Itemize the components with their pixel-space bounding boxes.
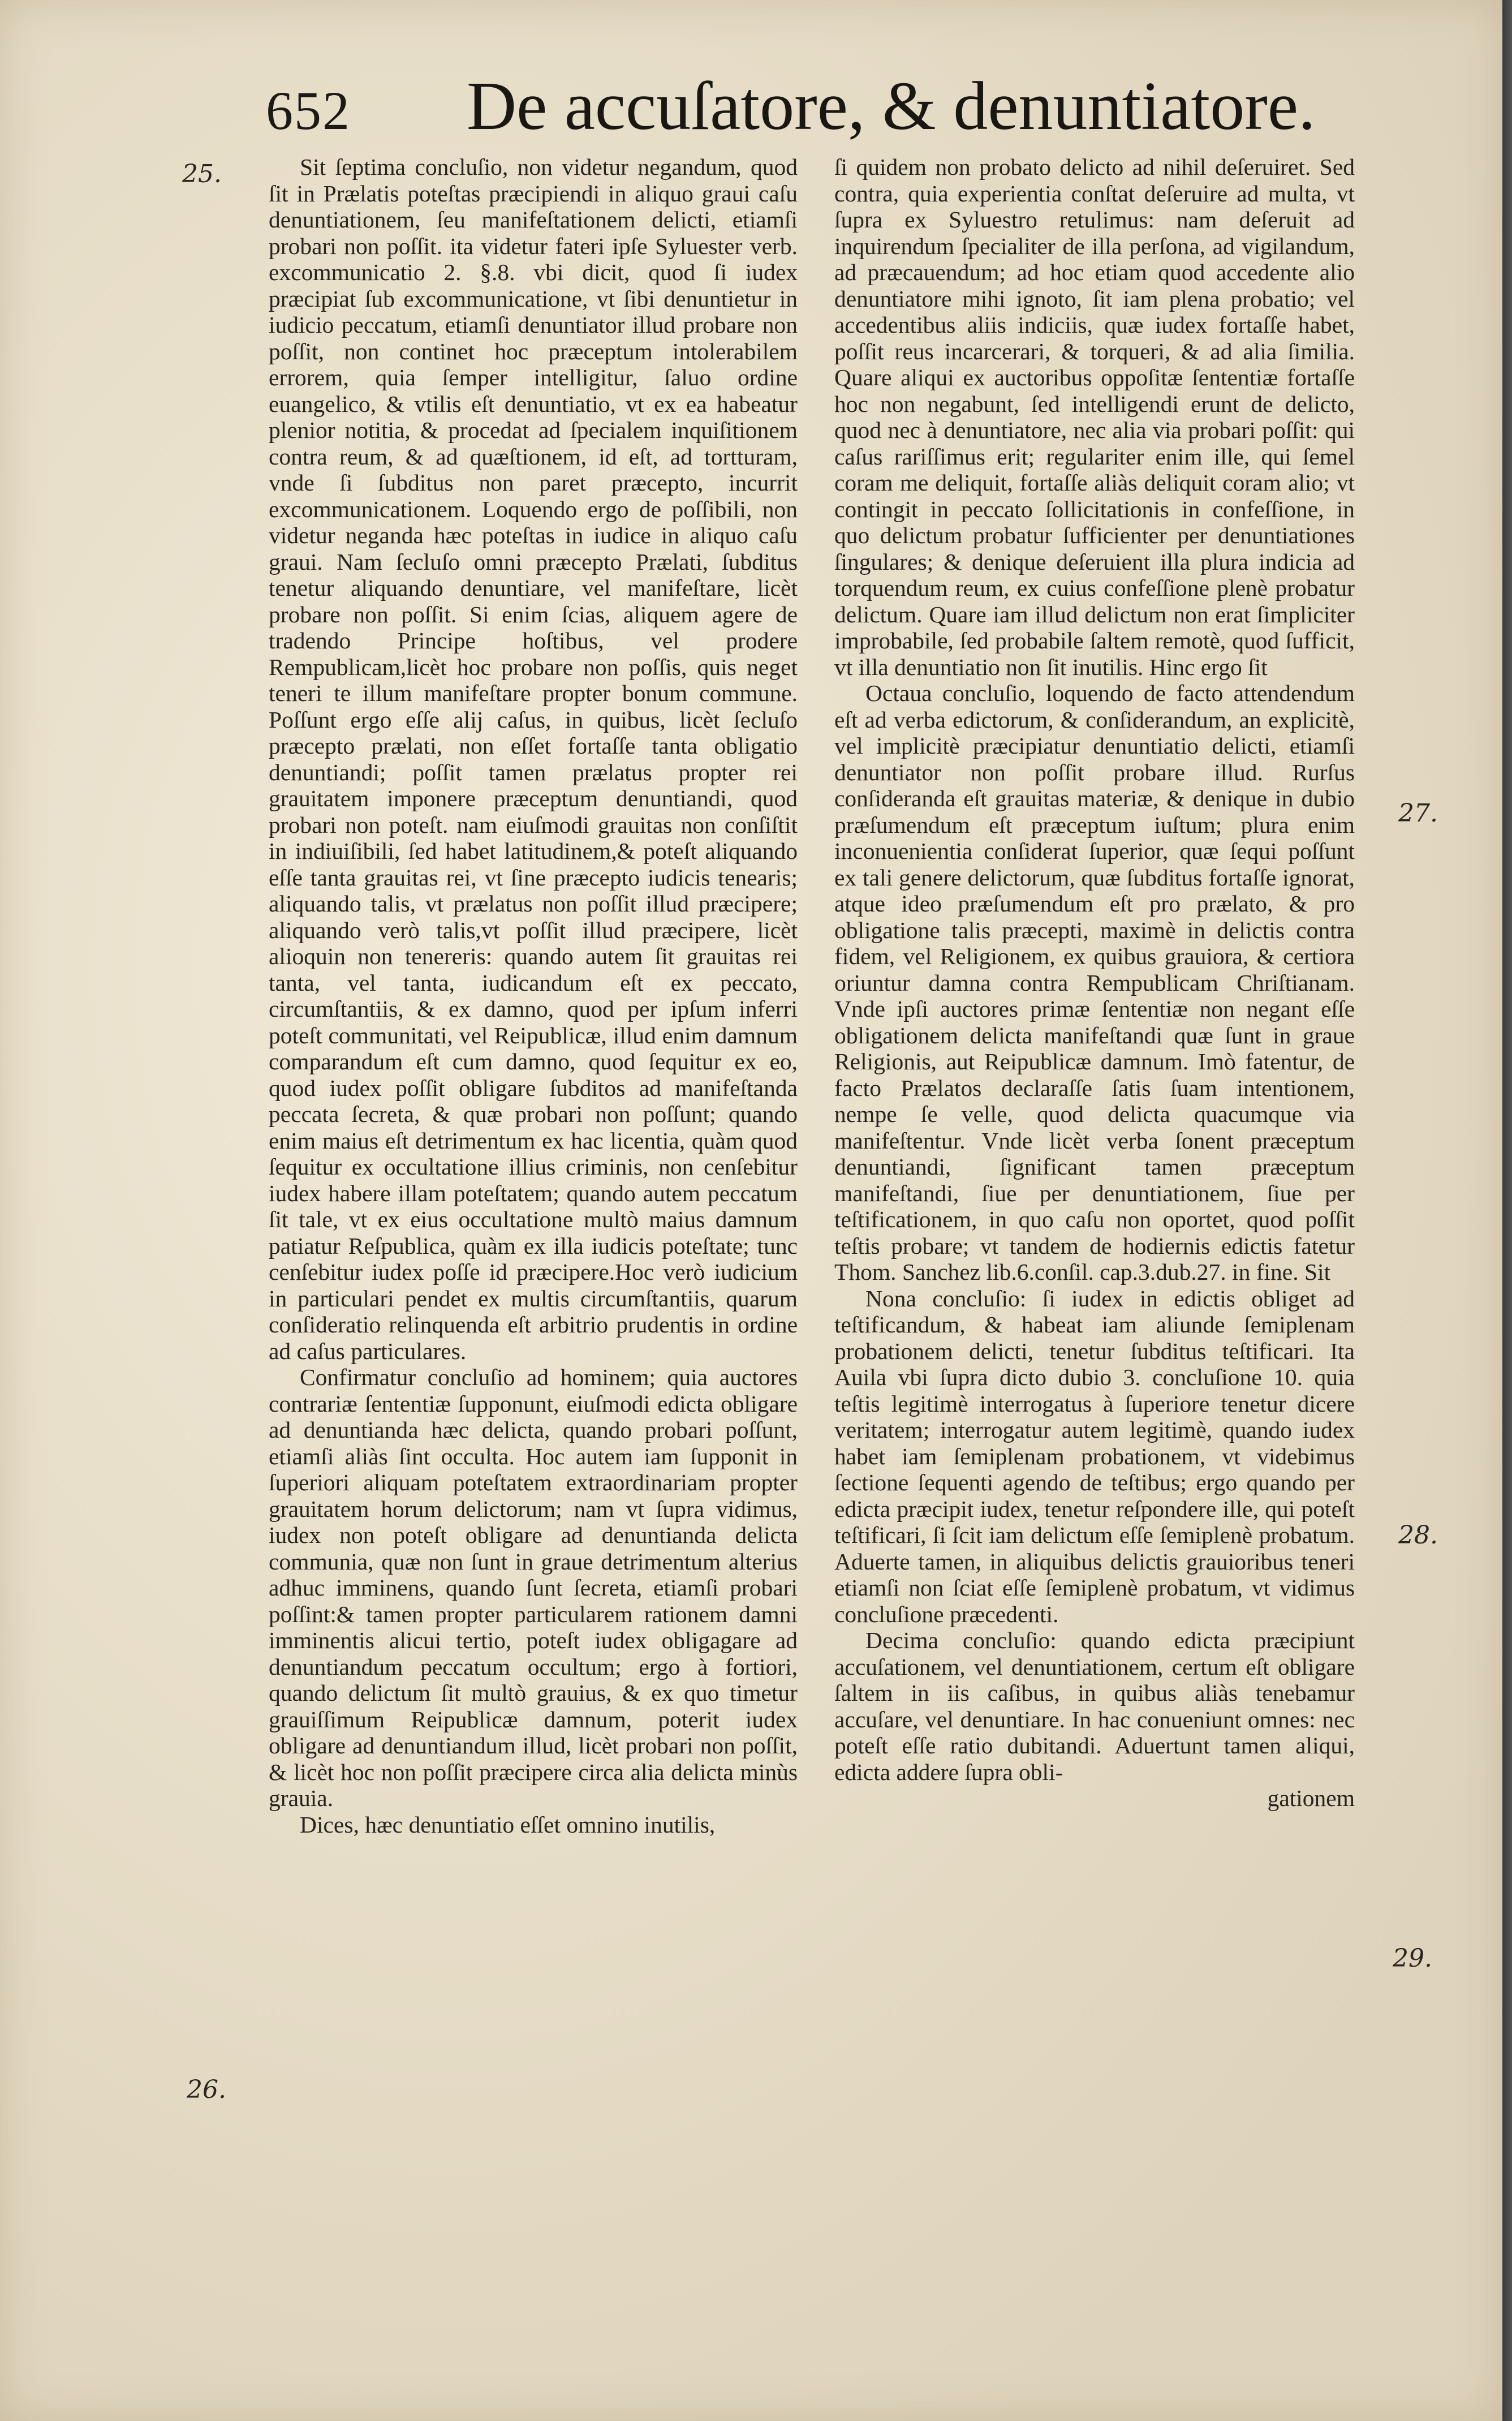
running-title: De accuſatore, & denuntiatore.: [467, 68, 1316, 144]
left-paragraph-1: Sit ſeptima concluſio, non videtur negandum, quod ſit in Prælatis poteſtas præcipiendi in aliquo graui caſu denuntiationem, ſeu manifeſtationem delicti, etiamſi probari non poſſit. ita videtur fateri ipſe Syluester verb. excommunicatio 2. §.8. vbi dicit, quod ſi iudex præcipiat ſub excommunicatione, vt ſibi denuntietur in iudicio peccatum, etiamſi denuntiator illud probare non poſſit, non continet hoc præceptum intolerabilem errorem, quia ſemper intelligitur, ſaluo ordine euangelico, & vtilis eſt denuntiatio, vt ex ea habeatur plenior notitia, & procedat ad ſpecialem inquiſitionem contra reum, & ad quæſtionem, id eſt, ad tortturam, vnde ſi ſubditus non paret præcepto, incurrit excommunicationem. Loquendo ergo de poſſibili, non videtur neganda hæc poteſtas in iudice in aliquo caſu graui. Nam ſecluſo omni præcepto Prælati, ſubditus tenetur aliquando denuntiare, vel manifeſtare, licèt probare non poſſit. Si enim ſcias, aliquem agere de tradendo Principe hoſtibus, vel prodere Rempublicam,licèt hoc probare non poſſis, quis neget teneri te illum manifeſtare propter bonum commune. Poſſunt ergo eſſe alij caſus, in quibus, licèt ſecluſo præcepto prælati, non eſſet fortaſſe tanta obligatio denuntiandi; poſſit tamen prælatus propter rei grauitatem imponere præceptum denuntiandi, quod probari non poteſt. nam eiuſmodi grauitas non conſiſtit in indiuiſibili, ſed habet latitudinem,& poteſt aliquando eſſe tanta grauitas rei, vt ſine præcepto iudicis tenearis; aliquando talis, vt prælatus non poſſit illud præcipere; aliquando verò talis,vt poſſit illud præcipere, licèt alioquin non tenereris: quando autem ſit grauitas rei tanta, vel tanta, iudicandum eſt ex peccato, circumſtantiis, & ex damno, quod per ipſum inferri poteſt communitati, vel Reipublicæ, illud enim damnum comparandum eſt cum damno, quod ſequitur ex eo, quod iudex poſſit obligare ſubditos ad manifeſtanda peccata ſecreta, & quæ probari non poſſunt; quando enim maius eſt detrimentum ex hac licentia, quàm quod ſequitur ex occultatione illius criminis, non cenſebitur iudex habere illam poteſtatem; quando autem peccatum ſit tale, vt ex eius occultatione multò maius damnum patiatur Reſpublica, quàm ex illa iudicis poteſtate; tunc cenſebitur iudex poſſe id præcipere.Hoc verò iudicium in particulari pendet ex multis circumſtantiis, quarum conſideratio relinquenda eſt arbitrio prudentis in ordine ad caſus particulares.: [269, 154, 798, 1364]
margin-number-25: 25.: [182, 160, 222, 188]
catchword: gationem: [1267, 1785, 1355, 1811]
left-paragraph-3: Dices, hæc denuntiatio eſſet omnino inutilis,: [300, 1811, 716, 1838]
scan-edge: [1502, 0, 1512, 2421]
page-number: 652: [266, 80, 351, 141]
right-paragraph-4: Decima concluſio: quando edicta præcipiunt accuſationem, vel denuntiationem, certum eſt obligare ſaltem in iis caſibus, in quibus aliàs tenebamur accuſare, vel denuntiare. In hac conueniunt omnes: nec poteſt eſſe ratio dubitandi. Aduertunt tamen aliqui, edicta addere ſupra obli-: [834, 1627, 1355, 1785]
margin-number-29: 29.: [1393, 1944, 1432, 1973]
margin-number-28: 28.: [1398, 1521, 1438, 1550]
page-header: [266, 67, 1316, 152]
left-column: [269, 154, 798, 1838]
margin-number-26: 26.: [187, 2075, 226, 2104]
margin-number-27: 27.: [1398, 799, 1438, 828]
right-paragraph-2: Octaua concluſio, loquendo de facto attendendum eſt ad verba edictorum, & conſiderandum, an explicitè, vel implicitè præcipiatur denuntiatio delicti, etiamſi denuntiator non poſſit probare illud. Rurſus conſideranda eſt grauitas materiæ, & denique in dubio præſumendum eſt præceptum iuſtum; plura enim inconuenientia conſiderat ſuperior, quæ ſequi poſſunt ex tali genere delictorum, quæ ſubditus fortaſſe ignorat, atque ideo præſumendum eſt pro prælato, & pro obligatione talis præcepti, maximè in delictis contra fidem, vel Religionem, ex quibus grauiora, & certiora oriuntur damna contra Rempublicam Chriſtianam. Vnde ipſi auctores primæ ſententiæ non negant eſſe obligationem delicta manifeſtandi quæ ſunt in graue Religionis, aut Reipublicæ damnum. Imò fatentur, de facto Prælatos declaraſſe ſatis ſuam intentionem, nempe ſe velle, quod delicta quacumque via manifeſtentur. Vnde licèt verba ſonent præceptum denuntiandi, ſignificant tamen præceptum manifeſtandi, ſiue per denuntiationem, ſiue per teſtificationem, in quo caſu non oportet, quod poſſit teſtis probare; vt tandem de hodiernis edictis fatetur Thom. Sanchez lib.6.conſil. cap.3.dub.27. in fine. Sit: [834, 680, 1355, 1285]
right-paragraph-3: Nona concluſio: ſi iudex in edictis obliget ad teſtificandum, & habeat iam aliunde ſemiplenam probationem delicti, tenetur ſubditus teſtificari. Ita Auila vbi ſupra dicto dubio 3. concluſione 10. quia teſtis legitimè interrogatus à ſuperiore tenetur dicere veritatem; interrogatur autem legitimè, quando iudex habet iam ſemiplenam probationem, vt videbimus ſectione ſequenti agendo de teſtibus; ergo quando per edicta præcipit iudex, tenetur reſpondere ille, qui poteſt teſtificari, ſi ſcit iam delictum eſſe ſemiplenè probatum. Aduerte tamen, in aliquibus delictis grauioribus teneri etiamſi non ſciat eſſe ſemiplenè probatum, vt vidimus concluſione præcedenti.: [834, 1285, 1355, 1627]
right-paragraph-1: ſi quidem non probato delicto ad nihil deſeruiret. Sed contra, quia experientia conſtat deſeruire ad multa, vt ſupra ex Syluestro retulimus: nam deſeruit ad inquirendum ſpecialiter de illa perſona, ad vigilandum, ad præcauendum; ad hoc etiam quod accedente alio denuntiatore mihi ignoto, ſit iam plena probatio; vel accedentibus aliis indiciis, quæ iudex fortaſſe habet, poſſit reus incarcerari, & torqueri, & ad alia ſimilia. Quare aliqui ex auctoribus oppoſitæ ſententiæ fortaſſe hoc non negabunt, ſed intelligendi erunt de delicto, quod nec à denuntiatore, nec alia via probari poſſit: qui caſus rariſſimus erit; regulariter enim ille, qui ſemel coram me deliquit, fortaſſe aliàs deliquit coram alio; vt contingit in peccato ſollicitationis in confeſſione, in quo delictum probatur ſufficienter per denuntiationes ſingulares; & denique deſeruient illa plura indicia ad torquendum reum, ex cuius confeſſione plenè probatur delictum. Quare iam illud delictum non erat ſimpliciter improbabile, ſed probabile ſaltem remotè, quod ſufficit, vt illa denuntiatio non ſit inutilis. Hinc ergo ſit: [834, 154, 1355, 680]
right-column: [834, 154, 1355, 1812]
left-paragraph-2: Confirmatur concluſio ad hominem; quia auctores contrariæ ſententiæ ſupponunt, eiuſmodi edicta obligare ad denuntianda hæc delicta, quando probari poſſunt, etiamſi aliàs ſint occulta. Hoc autem iam ſupponit in ſuperiori aliquam poteſtatem extraordinariam propter grauitatem horum delictorum; nam vt ſupra vidimus, iudex non poteſt obligare ad denuntianda delicta communia, quæ non ſunt in graue detrimentum alterius adhuc imminens, quando ſunt ſecreta, etiamſi probari poſſint:& tamen propter particularem rationem damni imminentis alicui tertio, poteſt iudex obligagare ad denuntiandum peccatum occultum; ergo à fortiori, quando delictum ſit multò grauius, & ex quo timetur grauiſſimum Reipublicæ damnum, poterit iudex obligare ad denuntiandum illud, licèt probari non poſſit, & licèt hoc non poſſit præcipere circa alia delicta minùs grauia.: [269, 1364, 798, 1811]
